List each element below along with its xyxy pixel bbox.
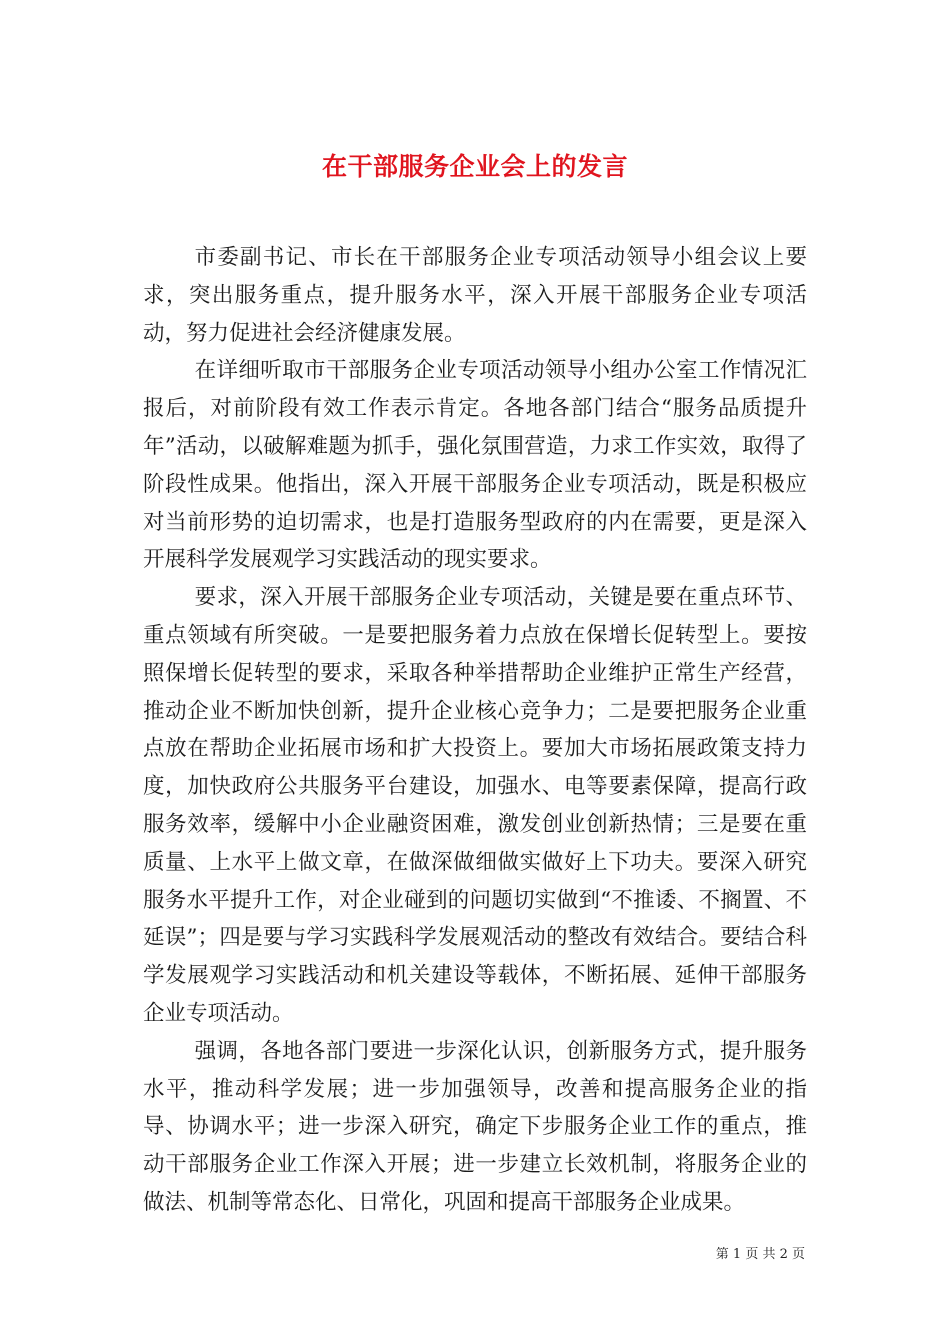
document-body <box>143 239 807 1222</box>
paragraph-1: 市委副书记、市长在干部服务企业专项活动领导小组会议上要求，突出服务重点，提升服务水平，深入开展干部服务企业专项活动，努力促进社会经济健康发展。 <box>143 245 807 346</box>
paragraph-4: 强调，各地各部门要进一步深化认识，创新服务方式，提升服务水平，推动科学发展；进一步加强领导，改善和提高服务企业的指导、协调水平；进一步深入研究，确定下步服务企业工作的重点，推动干部服务企业工作深入开展；进一步建立长效机制，将服务企业的做法、机制等常态化、日常化，巩固和提高干部服务企业成果。 <box>143 1038 807 1215</box>
page-number: 第 1 页 共 2 页 <box>715 1247 805 1262</box>
paragraph-2: 在详细听取市干部服务企业专项活动领导小组办公室工作情况汇报后，对前阶段有效工作表示肯定。各地各部门结合“服务品质提升年”活动，以破解难题为抓手，强化氛围营造，力求工作实效，取得了阶段性成果。他指出，深入开展干部服务企业专项活动，既是积极应对当前形势的迫切需求，也是打造服务型政府的内在需要，更是深入开展科学发展观学习实践活动的现实要求。 <box>143 358 807 573</box>
document-title: 在干部服务企业会上的发言 <box>321 151 628 181</box>
paragraph-3: 要求，深入开展干部服务企业专项活动，关键是要在重点环节、重点领域有所突破。一是要把服务着力点放在保增长促转型上。要按照保增长促转型的要求，采取各种举措帮助企业维护正常生产经营，推动企业不断加快创新，提升企业核心竞争力；二是要把服务企业重点放在帮助企业拓展市场和扩大投资上。要加大市场拓展政策支持力度，加快政府公共服务平台建设，加强水、电等要素保障，提高行政服务效率，缓解中小企业融资困难，激发创业创新热情；三是要在重质量、上水平上做文章，在做深做细做实做好上下功夫。要深入研究服务水平提升工作，对企业碰到的问题切实做到“不推诿、不搁置、不延误”；四是要与学习实践科学发展观活动的整改有效结合。要结合科学发展观学习实践活动和机关建设等载体，不断拓展、延伸干部服务企业专项活动。 <box>143 585 807 1026</box>
